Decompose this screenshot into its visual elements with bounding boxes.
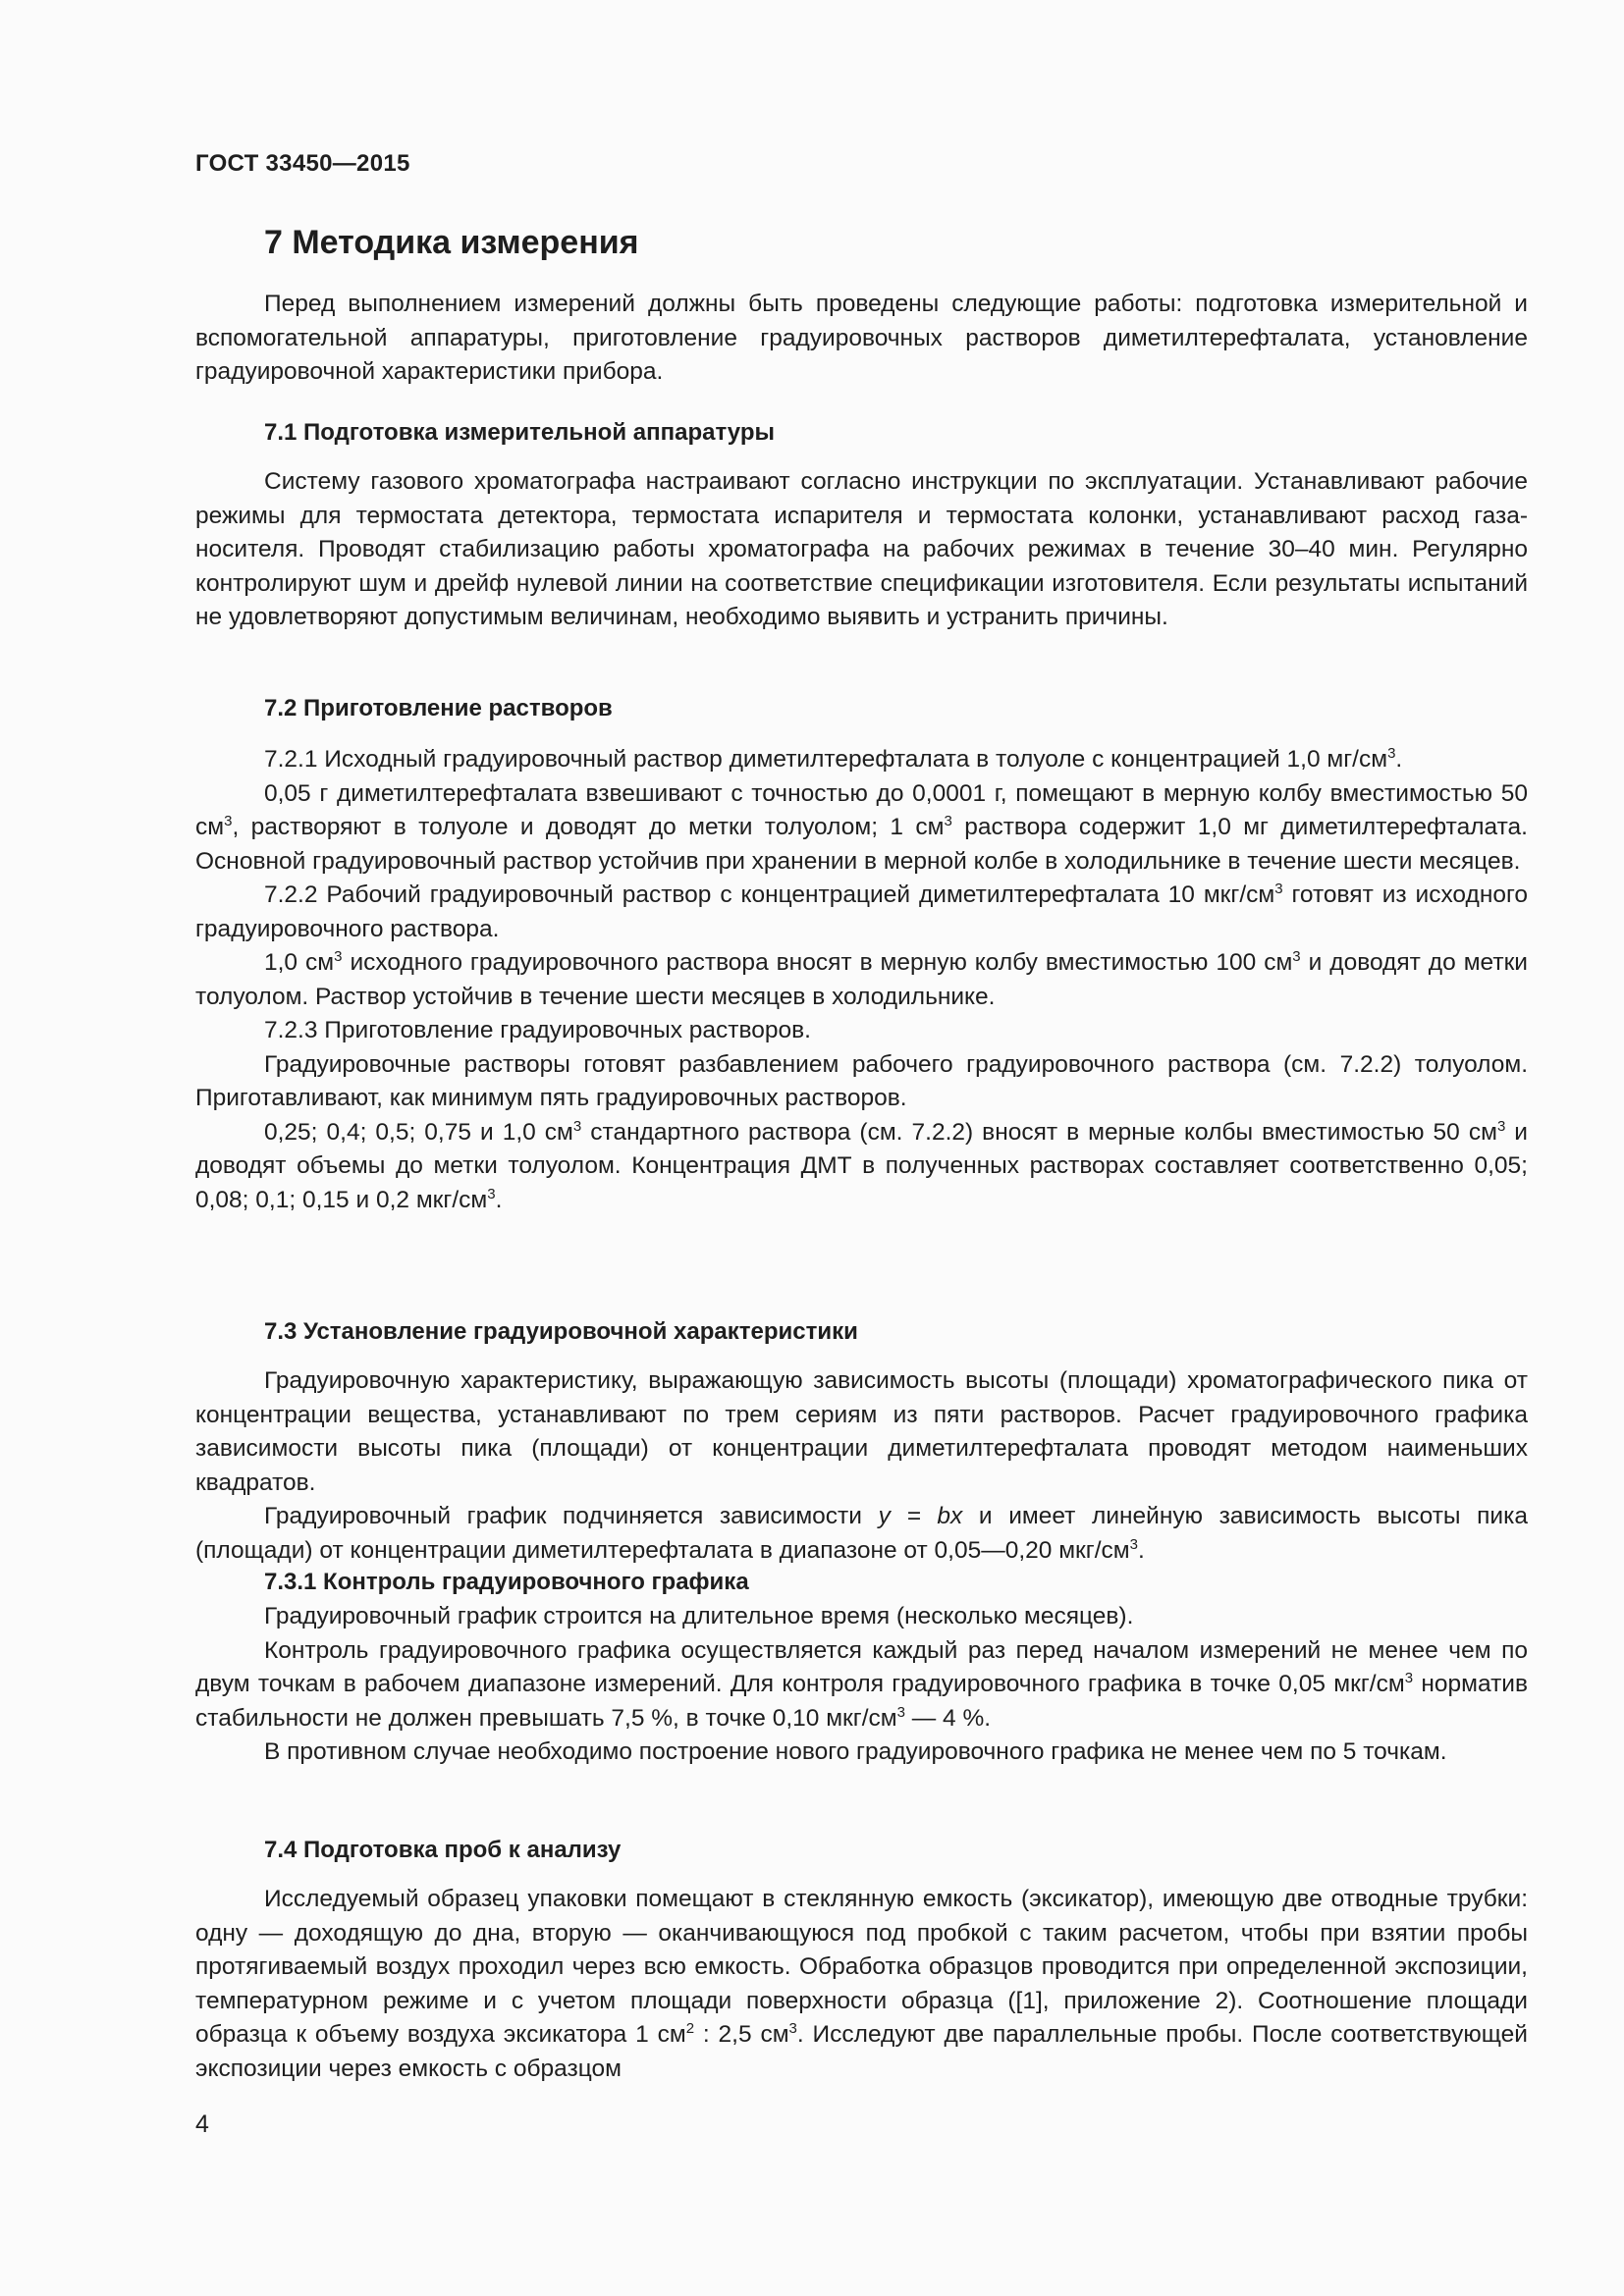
section-7-1-body <box>195 465 1528 635</box>
section-7-2-title: 7.2 Приготовление растворов <box>264 695 613 721</box>
page-number: 4 <box>195 2110 209 2138</box>
paragraph: Исследуемый образец упаковки помещают в стеклянную емкость (эксикатор), имеющую две отводные трубки: одну — доходящую до дна, вторую — оканчивающуюся под пробкой с таким расчетом, чтобы при взятии пробы протягиваемый воздух проходил через всю емкость. Обработка образцов проводится при определенной экспозиции, температурном режиме и с учетом площади поверхности образца ([1], приложение 2). Соотношение площади образца к объему воздуха эксикатора 1 $см^2$ : 2,5 $см^3$. Исследуют две параллельные пробы. После соответствующей экспозиции через емкость с образцом <box>195 1886 1528 2082</box>
section-7-2-body <box>195 743 1528 1217</box>
paragraph: Перед выполнением измерений должны быть проведены следующие работы: подготовка измерительной и вспомогательной аппаратуры, приготовление градуировочных растворов диметилтерефталата, установление градуировочной характеристики прибора. <box>195 291 1528 385</box>
paragraph: Контроль градуировочного графика осуществляется каждый раз перед началом измерений не менее чем по двум точкам в рабочем диапазоне измерений. Для контроля градуировочного графика в точке 0,05 мкг/$см^3$ норматив стабильности не должен превышать 7,5 %, в точке 0,10 мкг/$см^3$ — 4 %. <box>195 1636 1528 1732</box>
section-7-3-body <box>195 1364 1528 1568</box>
paragraph: Градуировочную характеристику, выражающую зависимость высоты (площади) хроматографического пика от концентрации вещества, устанавливают по трем сериям из пяти растворов. Расчет градуировочного графика зависимости высоты пика (площади) от концентрации диметилтерефталата проводят методом наименьших квадратов. <box>195 1367 1528 1496</box>
paragraph: 0,05 г диметилтерефталата взвешивают с точностью до 0,0001 г, помещают в мерную колбу вместимостью 50 $см^3$, растворяют в толуоле и доводят до метки толуолом; 1 $см^3$ раствора содержит 1,0 мг диметилтерефталата. Основной градуировочный раствор устойчив при хранении в мерной колбе в холодильнике в течение шести месяцев. <box>195 779 1528 875</box>
section-7-3-title: 7.3 Установление градуировочной характеристики <box>264 1318 858 1345</box>
paragraph: 0,25; 0,4; 0,5; 0,75 и 1,0 $см^3$ стандартного раствора (см. 7.2.2) вносят в мерные колбы вместимостью 50 $см^3$ и доводят объемы до метки толуолом. Концентрация ДМТ в полученных растворах составляет соответственно 0,05; 0,08; 0,1; 0,15 и 0,2 мкг/$см^3$. <box>195 1117 1528 1213</box>
paragraph: В противном случае необходимо построение нового градуировочного графика не менее чем по 5 точкам. <box>264 1738 1447 1765</box>
paragraph: 1,0 $см^3$ исходного градуировочного раствора вносят в мерную колбу вместимостью 100 $см^3$ и доводят до метки толуолом. Раствор устойчив в течение шести месяцев в холодильнике. <box>195 948 1528 1010</box>
paragraph-7-2-1: 7.2.1 Исходный градуировочный раствор диметилтерефталата в толуоле с концентрацией 1,0 $мг/см^3$. <box>264 745 1403 773</box>
section-7-4-body <box>195 1883 1528 2086</box>
section-7-4-title: 7.4 Подготовка проб к анализу <box>264 1837 622 1863</box>
section-7-1-title: 7.1 Подготовка измерительной аппаратуры <box>264 419 775 446</box>
section-7-3-1-title: 7.3.1 Контроль градуировочного графика <box>264 1569 749 1595</box>
section-7-intro <box>195 288 1528 390</box>
paragraph-7-2-2: 7.2.2 Рабочий градуировочный раствор с концентрацией диметилтерефталата 10 мкг/$см^3$ готовят из исходного градуировочного раствора. <box>195 881 1528 942</box>
paragraph: Градуировочный график строится на длительное время (несколько месяцев). <box>264 1603 1134 1629</box>
paragraph: Систему газового хроматографа настраивают согласно инструкции по эксплуатации. Устанавливают рабочие режимы для термостата детектора, термостата испарителя и термостата колонки, устанавливают расход газа-носителя. Проводят стабилизацию работы хроматографа на рабочих режимах в течение 30–40 мин. Регулярно контролируют шум и дрейф нулевой линии на соответствие спецификации изготовителя. Если результаты испытаний не удовлетворяют допустимым величинам, необходимо выявить и устранить причины. <box>195 468 1528 630</box>
formula: y = bx <box>878 1503 963 1529</box>
paragraph: Градуировочный график подчиняется зависимости y = bx и имеет линейную зависимость высоты пика (площади) от концентрации диметилтерефталата в диапазоне от 0,05—0,20 мкг/$см^3$. <box>195 1503 1528 1564</box>
document-code-header: ГОСТ 33450—2015 <box>195 150 410 177</box>
paragraph-7-2-3: 7.2.3 Приготовление градуировочных растворов. <box>264 1017 811 1043</box>
section-7-3-1-body <box>195 1600 1528 1770</box>
section-7-title: 7 Методика измерения <box>264 224 639 261</box>
paragraph: Градуировочные растворы готовят разбавлением рабочего градуировочного раствора (см. 7.2.2) толуолом. Приготавливают, как минимум пять градуировочных растворов. <box>195 1050 1528 1111</box>
